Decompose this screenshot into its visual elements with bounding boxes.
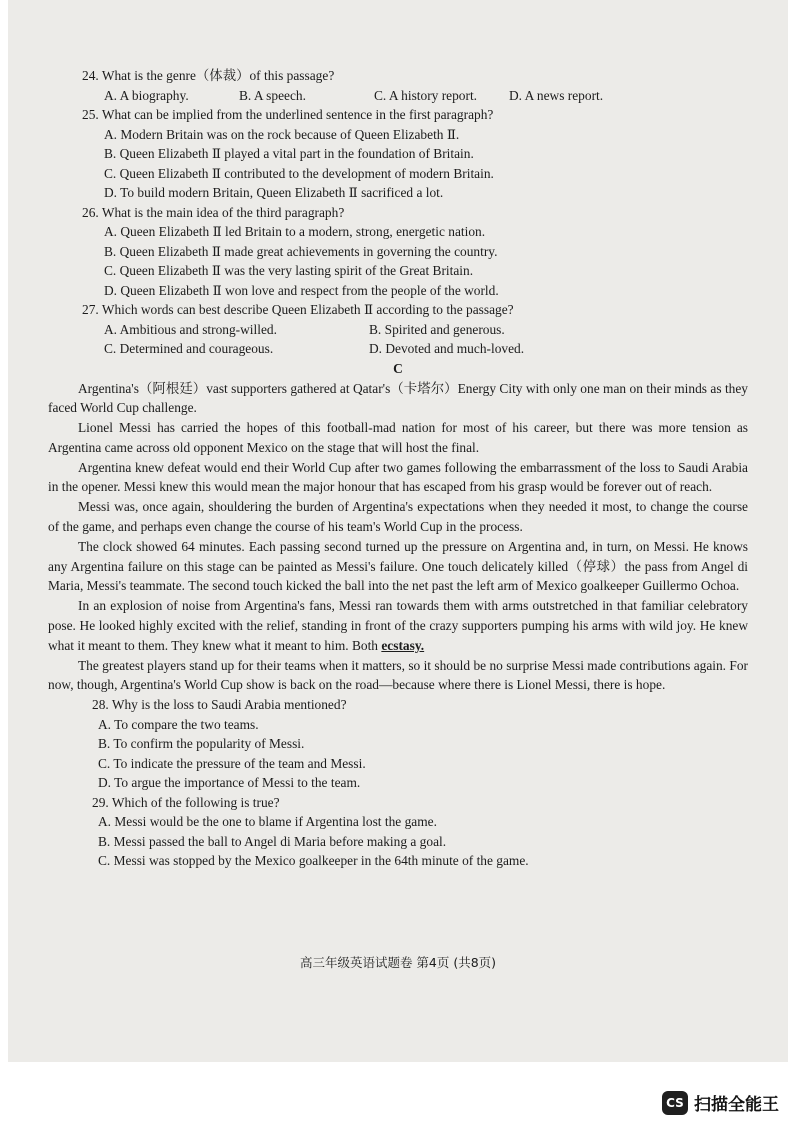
question-27-options-row1 xyxy=(48,320,748,340)
passage-paragraph-6 xyxy=(48,596,748,655)
paragraph-6-text: In an explosion of noise from Argentina's fans, Messi ran towards them with arms outstretched in that familiar celebratory pose. He looked highly excited with the relief, standing in front of the crazy supporters pumping his arms with wild joy. He knew what it meant to them. They knew what it meant to him. Both xyxy=(48,598,748,653)
option-28-c: C. To indicate the pressure of the team and Messi. xyxy=(98,755,366,771)
question-27-options-row2 xyxy=(48,339,748,359)
option-28-d: D. To argue the importance of Messi to the team. xyxy=(98,775,361,791)
option-29-c: C. Messi was stopped by the Mexico goalkeeper in the 64th minute of the game. xyxy=(98,853,529,869)
option-27-d: D. Devoted and much-loved. xyxy=(369,341,525,356)
passage-paragraph-1: Argentina's（阿根廷）vast supporters gathered at Qatar's（卡塔尔）Energy City with only one man on their minds as they faced World Cup challenge. xyxy=(48,380,748,416)
option-27-a: A. Ambitious and strong-willed. xyxy=(104,321,277,337)
passage-paragraph-3: Argentina knew defeat would end their World Cup after two games following the embarrassment of the loss to Saudi Arabia in the opener. Messi knew this would mean the major honour that has escaped from his grasp would be forever out of reach. xyxy=(48,459,748,495)
question-27-stem: 27. Which words can best describe Queen Elizabeth Ⅱ according to the passage? xyxy=(82,302,514,317)
question-28-stem: 28. Why is the loss to Saudi Arabia mentioned? xyxy=(92,697,347,713)
option-25-d: D. To build modern Britain, Queen Elizabeth Ⅱ sacrificed a lot. xyxy=(104,185,444,200)
option-26-c: C. Queen Elizabeth Ⅱ was the very lasting spirit of the Great Britain. xyxy=(104,263,474,278)
scanned-page xyxy=(8,0,788,1062)
watermark-text: 扫描全能王 xyxy=(694,1095,779,1115)
option-29-a: A. Messi would be the one to blame if Argentina lost the game. xyxy=(98,814,437,830)
option-24-d: D. A news report. xyxy=(509,87,604,103)
option-24-c: C. A history report. xyxy=(374,87,478,103)
page-footer: 高三年级英语试题卷 第4页 (共8页) xyxy=(299,955,497,970)
passage-paragraph-4: Messi was, once again, shouldering the burden of Argentina's expectations when they needed it most, to change the course of the game, and perhaps even change the course of his team's World Cup in the process. xyxy=(48,499,748,535)
section-c-heading: C xyxy=(393,360,403,376)
option-26-a: A. Queen Elizabeth Ⅱ led Britain to a modern, strong, energetic nation. xyxy=(104,224,486,239)
option-29-b: B. Messi passed the ball to Angel di Maria before making a goal. xyxy=(98,833,447,849)
option-25-a: A. Modern Britain was on the rock because of Queen Elizabeth Ⅱ. xyxy=(104,126,460,142)
question-24-options xyxy=(48,86,748,106)
option-24-a: A. A biography. xyxy=(104,87,189,103)
option-26-d: D. Queen Elizabeth Ⅱ won love and respect from the people of the world. xyxy=(104,282,499,298)
option-25-c: C. Queen Elizabeth Ⅱ contributed to the development of modern Britain. xyxy=(104,165,494,181)
question-25-stem: 25. What can be implied from the underlined sentence in the first paragraph? xyxy=(82,107,494,122)
question-26-stem: 26. What is the main idea of the third paragraph? xyxy=(82,204,345,220)
passage-paragraph-7: The greatest players stand up for their teams when it matters, so it should be no surprise Messi made contributions again. For now, though, Argentina's World Cup show is back on the road—because where there is Lionel Messi, there is hope. xyxy=(48,657,748,693)
option-24-b: B. A speech. xyxy=(239,87,306,103)
option-28-b: B. To confirm the popularity of Messi. xyxy=(98,736,305,752)
passage-paragraph-5: The clock showed 64 minutes. Each passing second turned up the pressure on Argentina and, in turn, on Messi. He knows any Argentina failure on this stage can be painted as Messi's failure. One touch delicately killed（停球）the pass from Angel di Maria, Messi's teammate. The second touch kicked the ball into the net past the left arm of Mexico goalkeeper Guillermo Ochoa. xyxy=(48,538,748,594)
scanner-watermark xyxy=(662,1090,779,1115)
option-27-c: C. Determined and courageous. xyxy=(104,341,274,356)
question-24-stem: 24. What is the genre（体裁）of this passage? xyxy=(82,68,335,83)
option-28-a: A. To compare the two teams. xyxy=(98,716,259,732)
camscanner-logo-icon: CS xyxy=(662,1091,688,1115)
underlined-word-ecstasy: ecstasy. xyxy=(381,637,425,653)
exam-content xyxy=(48,66,748,871)
option-25-b: B. Queen Elizabeth Ⅱ played a vital part in the foundation of Britain. xyxy=(104,146,474,161)
question-29-stem: 29. Which of the following is true? xyxy=(92,794,280,810)
option-26-b: B. Queen Elizabeth Ⅱ made great achievements in governing the country. xyxy=(104,243,498,259)
passage-paragraph-2: Lionel Messi has carried the hopes of this football-mad nation for most of his career, but there was more tension as Argentina came across old opponent Mexico on the stage that will host the final. xyxy=(48,420,748,455)
option-27-b: B. Spirited and generous. xyxy=(369,321,505,337)
